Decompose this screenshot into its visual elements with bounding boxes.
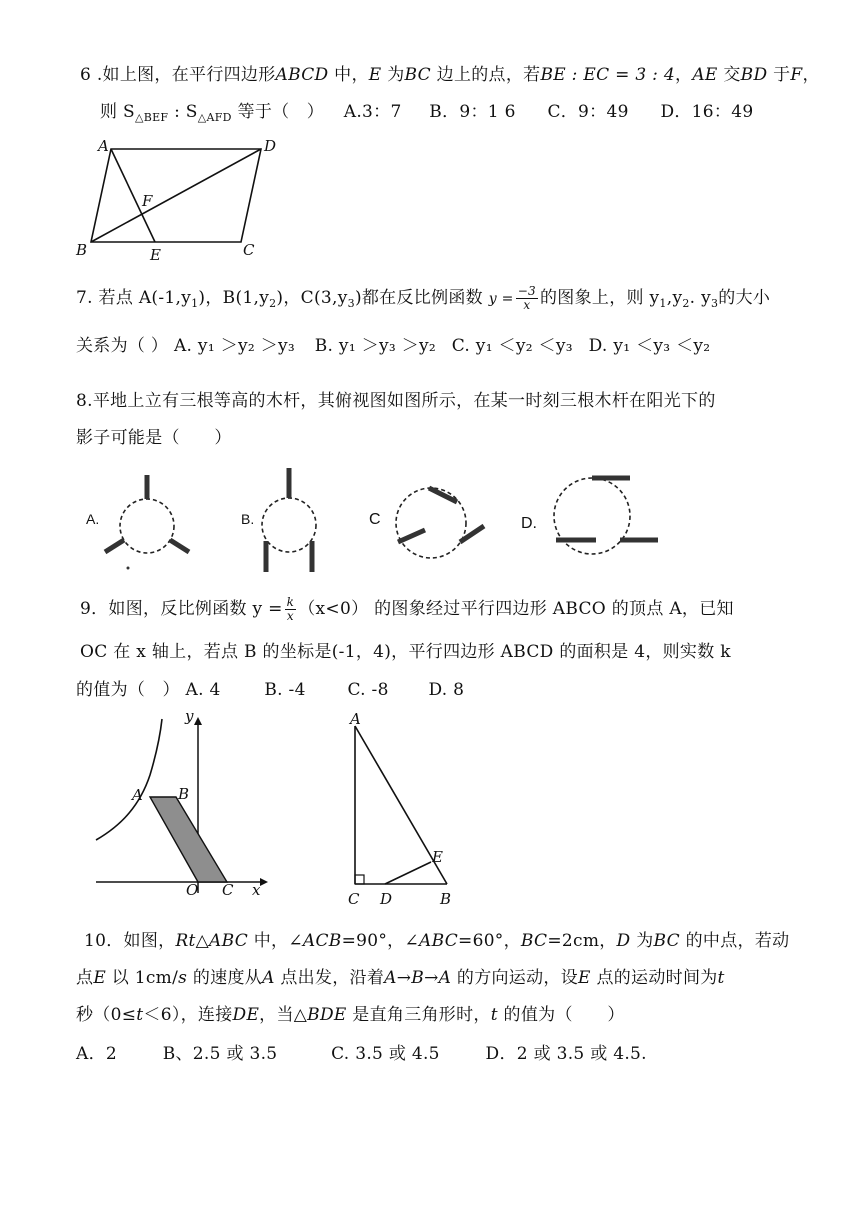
q9-line3: 的值为（ ） A. 4 B. -4 C. -8 D. 8 — [76, 680, 465, 700]
q10-line1: 10．如图，Rt△ABC 中，∠ACB=90°，∠ABC=60°，BC=2cm，D 为BC 的中点，若动 — [84, 931, 790, 951]
q9-line2: OC 在 x 轴上，若点 B 的坐标是(-1，4)，平行四边形 ABCD 的面积是 4，则实数 k — [80, 642, 731, 662]
q7-option-b: B. y₁ ＞y₃ ＞y₂ — [314, 336, 436, 356]
q8-label-b: B. — [241, 511, 255, 527]
q8-option-a-diagram — [86, 475, 189, 570]
axis-label-y: y — [185, 707, 194, 725]
label-a: A — [98, 137, 109, 155]
q10-options — [76, 1043, 647, 1065]
label-o: O — [186, 881, 199, 899]
q9-fraction: $\frac{k}{x}$ — [286, 595, 295, 623]
q8-label-d: D. — [521, 515, 537, 532]
label-e: E — [150, 246, 161, 264]
q10-option-b: B、2.5 或 3.5 — [162, 1044, 278, 1064]
q8-option-d-diagram — [521, 478, 658, 554]
q8-option-c-diagram — [369, 488, 484, 558]
q7-line1: 7. 若点 $A(-1,y_1)$，$B(1,y_2)$，$C(3,y_3)$都在反比例函数 y = $\frac{-3}{x}$ 的图象上，则 $y_1,y_2$. $y_3$的大小 — [76, 284, 771, 312]
q9-option-b: B. -4 — [264, 680, 306, 700]
q9-option-d: D. 8 — [428, 680, 465, 700]
label-b: B — [76, 241, 88, 259]
q6-option-b: B．9：1 6 — [429, 102, 516, 122]
q7-line2: 关系为（ ） A. y₁ ＞y₂ ＞y₃ B. y₁ ＞y₃ ＞y₂ C. y₁ ＜y₂ ＜y₃ D. y₁ ＜y₃ ＜y₂ — [76, 336, 711, 356]
label-b: B — [440, 890, 452, 908]
label-c: C — [348, 890, 360, 908]
parallelogram-abco — [150, 797, 227, 882]
q8-option-b-diagram — [241, 468, 316, 572]
label-c: C — [243, 241, 255, 259]
q7-fraction: $\frac{-3}{x}$ — [517, 284, 536, 312]
label-a: A — [132, 786, 143, 804]
label-b: B — [178, 785, 190, 803]
q10-option-a: A．2 — [76, 1044, 117, 1064]
q9-option-c: C. -8 — [347, 680, 389, 700]
segment-bd — [91, 149, 261, 242]
q6-option-d: D．16：49 — [660, 102, 754, 122]
q8-line1: 8.平地上立有三根等高的木杆，其俯视图如图所示，在某一时刻三根木杆在阳光下的 — [76, 391, 716, 411]
hyperbola-curve — [96, 719, 162, 840]
q10-line2: 点E 以 1cm/s 的速度从A 点出发，沿着A→B→A 的方向运动，设E 点的运动时间为t — [76, 968, 725, 988]
q7-option-a: A. y₁ ＞y₂ ＞y₃ — [173, 336, 295, 356]
q9-coordinate-figure — [92, 707, 272, 899]
q8-label-a: A. — [86, 511, 100, 527]
label-d: D — [264, 137, 277, 155]
q9-option-a: A. 4 — [185, 680, 221, 700]
q6-line1: 6 .如上图，在平行四边形ABCD 中，E 为BC 边上的点，若BE : EC = 3 : 4，AE 交BD 于F， — [80, 65, 820, 85]
label-e: E — [432, 848, 443, 866]
q10-triangle-figure — [340, 712, 470, 912]
label-c: C — [222, 881, 234, 899]
q8-options-figure — [80, 462, 660, 577]
q8-line2: 影子可能是（ ） — [76, 428, 232, 448]
label-f: F — [142, 192, 153, 210]
q10-option-c: C. 3.5 或 4.5 — [331, 1044, 440, 1064]
label-d: D — [380, 890, 393, 908]
q6-option-c: C．9：49 — [547, 102, 629, 122]
q9-line1: 9．如图，反比例函数 y = $\frac{k}{x}$ （x<0） 的图象经过平行四边形 ABCO 的顶点 A，已知 — [80, 595, 734, 623]
q6-option-a: A.3：7 — [343, 102, 402, 122]
q7-option-d: D. y₁ ＜y₃ ＜y₂ — [588, 336, 711, 356]
q8-label-c: C — [369, 511, 381, 528]
q6-line2: 则 $S_{\triangle BEF}$ : $S_{\triangle AFD}$ 等于（ ） A.3：7 B．9：1 6 C．9：49 D．16：49 — [100, 102, 754, 124]
axis-label-x: x — [252, 881, 261, 899]
q6-parallelogram-figure — [70, 135, 290, 265]
label-a: A — [350, 710, 361, 728]
q10-line3: 秒（0≤t＜6），连接DE，当△BDE 是直角三角形时，t 的值为（ ） — [76, 1005, 625, 1025]
q7-option-c: C. y₁ ＜y₂ ＜y₃ — [451, 336, 573, 356]
q10-option-d: D．2 或 3.5 或 4.5. — [485, 1044, 647, 1064]
